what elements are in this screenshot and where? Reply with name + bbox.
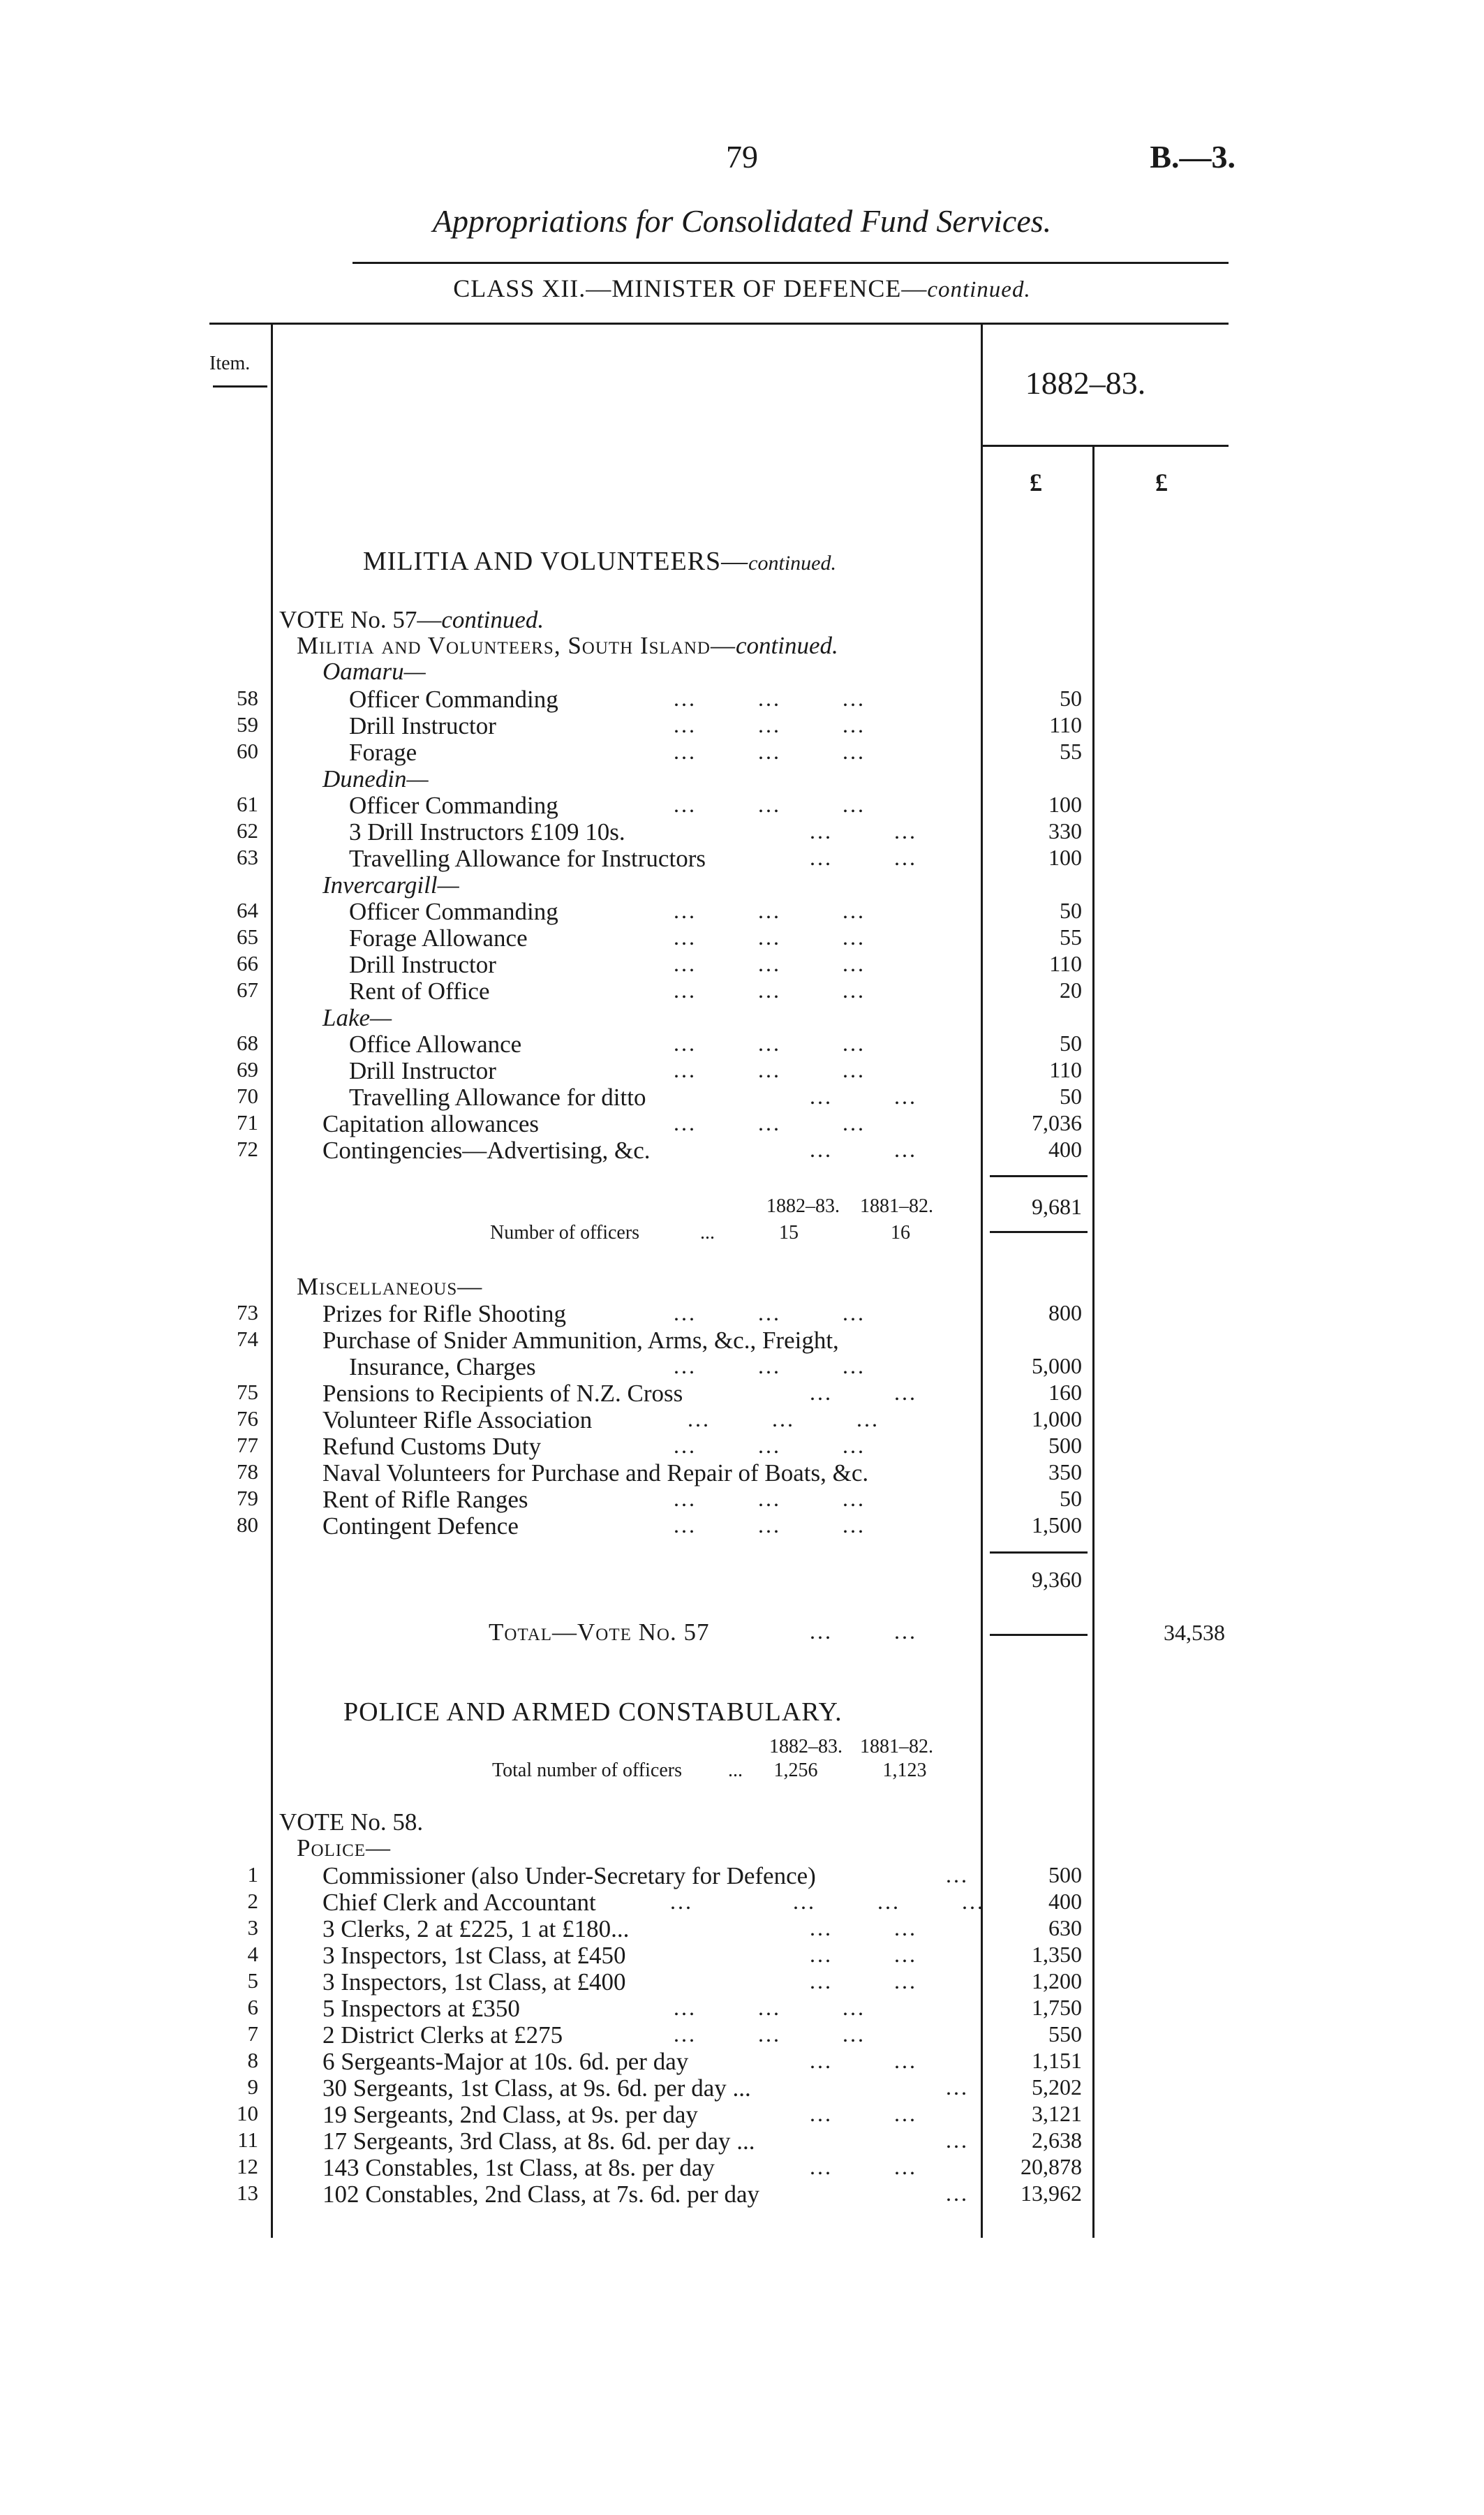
leader-dots: ... ... ... ... — [670, 1889, 985, 1914]
group-dunedin: Dunedin— — [322, 765, 429, 792]
leader-dots: ... ... ... — [674, 1433, 866, 1458]
leader-dots: ... ... — [810, 2101, 917, 2126]
row-amount: 110 — [1049, 1057, 1082, 1082]
row-label: Commissioner (also Under-Secretary for Defence) — [322, 1862, 816, 1889]
item-number: 8 — [247, 2048, 258, 2072]
class-heading — [0, 274, 1484, 303]
document-reference: B.—3. — [1150, 139, 1236, 175]
leader-dots: ... — [946, 1862, 969, 1887]
row-label: 3 Inspectors, 1st Class, at £400 — [322, 1968, 626, 1996]
miscellaneous-heading: Miscellaneous— — [297, 1273, 483, 1300]
item-number: 80 — [237, 1512, 258, 1537]
row-amount: 55 — [1060, 924, 1082, 950]
row-label: Forage — [349, 739, 417, 766]
row-amount: 1,200 — [1032, 1968, 1082, 1993]
leader-dots: ... ... — [810, 1968, 917, 1993]
row-label: Travelling Allowance for ditto — [349, 1084, 646, 1111]
item-number: 7 — [247, 2021, 258, 2046]
year-header-rule — [981, 445, 1229, 447]
leader-dots: ... ... — [810, 1618, 917, 1644]
item-number: 75 — [237, 1380, 258, 1404]
year-column-header: 1882–83. — [1025, 365, 1146, 401]
leader-dots: ... — [728, 1760, 743, 1781]
row-amount: 550 — [1048, 2021, 1082, 2046]
table-top-rule — [209, 323, 1229, 325]
row-label: Contingent Defence — [322, 1512, 519, 1540]
officers-year-a: 1882–83. — [766, 1195, 840, 1217]
leader-dots: ... ... ... — [674, 1995, 866, 2020]
militia-title-suffix: continued. — [748, 552, 836, 575]
leader-dots: ... ... ... — [674, 739, 866, 764]
row-amount: 100 — [1048, 845, 1082, 870]
item-number: 71 — [237, 1110, 258, 1135]
row-amount: 1,350 — [1032, 1942, 1082, 1967]
police-officers-label: Total number of officers — [492, 1760, 682, 1781]
item-number: 12 — [237, 2154, 258, 2178]
leader-dots: ... ... ... — [674, 2021, 866, 2046]
row-label: 3 Inspectors, 1st Class, at £450 — [322, 1942, 626, 1969]
officers-count-b: 16 — [891, 1222, 910, 1244]
leader-dots: ... ... ... — [688, 1406, 880, 1431]
leader-dots: ... ... ... — [674, 1300, 866, 1325]
item-number: 61 — [237, 792, 258, 816]
item-number: 72 — [237, 1137, 258, 1161]
item-number: 73 — [237, 1300, 258, 1325]
row-label: Drill Instructor — [349, 1057, 496, 1084]
leader-dots: ... ... — [810, 1942, 917, 1967]
leader-dots: ... ... ... — [674, 1031, 866, 1056]
item-number: 13 — [237, 2181, 258, 2205]
row-amount: 3,121 — [1032, 2101, 1082, 2126]
row-amount: 1,151 — [1032, 2048, 1082, 2073]
item-number: 60 — [237, 739, 258, 763]
police-heading: Police— — [297, 1834, 392, 1861]
police-section-title: POLICE AND ARMED CONSTABULARY. — [343, 1697, 843, 1727]
row-label: 30 Sergeants, 1st Class, at 9s. 6d. per day ... — [322, 2074, 751, 2102]
leader-dots: ... ... ... — [674, 1057, 866, 1082]
row-amount: 500 — [1048, 1862, 1082, 1887]
row-amount: 110 — [1049, 712, 1082, 737]
title-rule — [353, 262, 1229, 264]
row-amount: 50 — [1060, 898, 1082, 923]
militia-subhead-text: Militia and Volunteers, South Island— — [297, 632, 736, 659]
subtotal-rule — [990, 1634, 1088, 1636]
miscellaneous-subtotal: 9,360 — [1032, 1567, 1082, 1592]
police-officers-year-a: 1882–83. — [769, 1736, 843, 1757]
item-number: 77 — [237, 1433, 258, 1457]
item-number: 65 — [237, 924, 258, 949]
item-number: 74 — [237, 1327, 258, 1351]
row-amount: 13,962 — [1021, 2181, 1082, 2206]
row-label: Drill Instructor — [349, 712, 496, 739]
row-amount: 50 — [1060, 1031, 1082, 1056]
row-amount: 100 — [1048, 792, 1082, 817]
leader-dots: ... — [946, 2074, 969, 2100]
item-number: 5 — [247, 1968, 258, 1993]
row-amount: 330 — [1048, 818, 1082, 843]
pound-sign-2: £ — [1155, 469, 1168, 496]
row-amount: 630 — [1048, 1915, 1082, 1940]
police-officers-count-a: 1,256 — [773, 1760, 818, 1781]
row-label: 102 Constables, 2nd Class, at 7s. 6d. per day — [322, 2181, 760, 2208]
group-oamaru: Oamaru— — [322, 658, 426, 685]
total-column-rule — [1092, 447, 1095, 2238]
row-amount: 110 — [1049, 951, 1082, 976]
item-number: 1 — [247, 1862, 258, 1887]
row-amount: 50 — [1060, 1084, 1082, 1109]
item-number: 4 — [247, 1942, 258, 1966]
leader-dots: ... ... ... — [674, 686, 866, 711]
row-label: Chief Clerk and Accountant — [322, 1889, 596, 1916]
class-heading-suffix: continued. — [927, 277, 1031, 302]
item-number: 79 — [237, 1486, 258, 1510]
militia-section-title — [363, 546, 836, 577]
row-label: Office Allowance — [349, 1031, 522, 1058]
row-label: Forage Allowance — [349, 924, 528, 952]
row-label: 3 Clerks, 2 at £225, 1 at £180... — [322, 1915, 630, 1942]
police-officers-count-b: 1,123 — [882, 1760, 927, 1781]
row-label: Rent of Rifle Ranges — [322, 1486, 528, 1513]
row-label: Pensions to Recipients of N.Z. Cross — [322, 1380, 683, 1407]
leader-dots: ... ... ... — [674, 898, 866, 923]
item-number: 11 — [237, 2127, 258, 2152]
row-label: 19 Sergeants, 2nd Class, at 9s. per day — [322, 2101, 698, 2128]
row-label: Rent of Office — [349, 978, 490, 1005]
row-label: Refund Customs Duty — [322, 1433, 542, 1460]
leader-dots: ... ... ... — [674, 978, 866, 1003]
subtotal-rule — [990, 1551, 1088, 1554]
vote-57-heading — [279, 606, 544, 634]
officers-year-b: 1881–82. — [860, 1195, 933, 1217]
item-number: 64 — [237, 898, 258, 922]
row-amount: 20,878 — [1021, 2154, 1082, 2179]
row-label: Volunteer Rifle Association — [322, 1406, 593, 1433]
leader-dots: ... ... ... — [674, 712, 866, 737]
row-amount: 1,500 — [1032, 1512, 1082, 1537]
row-amount: 400 — [1048, 1137, 1082, 1162]
group-invercargill: Invercargill— — [322, 871, 459, 899]
row-amount: 50 — [1060, 686, 1082, 711]
row-amount: 1,000 — [1032, 1406, 1082, 1431]
item-number: 6 — [247, 1995, 258, 2019]
row-amount: 55 — [1060, 739, 1082, 764]
item-number: 58 — [237, 686, 258, 710]
row-label: Capitation allowances — [322, 1110, 540, 1137]
item-number: 67 — [237, 978, 258, 1002]
item-header-underline — [213, 385, 267, 388]
leader-dots: ... ... ... — [674, 1486, 866, 1511]
row-amount: 5,000 — [1032, 1353, 1082, 1378]
row-label: Purchase of Snider Ammunition, Arms, &c., Freight, — [322, 1327, 839, 1354]
item-number: 3 — [247, 1915, 258, 1940]
row-label: 6 Sergeants-Major at 10s. 6d. per day — [322, 2048, 689, 2075]
page-number: 79 — [726, 139, 758, 175]
row-label: Prizes for Rifle Shooting — [322, 1300, 566, 1327]
leader-dots: ... ... — [810, 1137, 917, 1162]
leader-dots: ... ... — [810, 1084, 917, 1109]
leader-dots: ... — [946, 2127, 969, 2153]
row-label: 3 Drill Instructors £109 10s. — [349, 818, 625, 846]
militia-subhead-suffix: continued. — [735, 632, 838, 659]
item-number: 76 — [237, 1406, 258, 1431]
item-number: 78 — [237, 1459, 258, 1484]
leader-dots: ... ... — [810, 1915, 917, 1940]
item-number: 10 — [237, 2101, 258, 2125]
row-label: Contingencies—Advertising, &c. — [322, 1137, 651, 1164]
row-amount: 160 — [1048, 1380, 1082, 1405]
total-vote-57-label: Total—Vote No. 57 — [489, 1618, 710, 1646]
row-amount: 50 — [1060, 1486, 1082, 1511]
row-amount: 20 — [1060, 978, 1082, 1003]
militia-title-text: MILITIA AND VOLUNTEERS— — [363, 547, 749, 576]
officers-label: Number of officers — [490, 1222, 640, 1244]
leader-dots: ... ... ... — [674, 951, 866, 976]
row-amount: 350 — [1048, 1459, 1082, 1484]
item-number: 9 — [247, 2074, 258, 2099]
leader-dots: ... ... — [810, 845, 917, 870]
row-label: 143 Constables, 1st Class, at 8s. per day — [322, 2154, 715, 2181]
leader-dots: ... — [946, 2181, 969, 2206]
row-amount: 7,036 — [1032, 1110, 1082, 1135]
row-label: Naval Volunteers for Purchase and Repair of Boats, &c. — [322, 1459, 869, 1487]
police-officers-year-b: 1881–82. — [860, 1736, 933, 1757]
leader-dots: ... ... — [810, 1380, 917, 1405]
row-label: Officer Commanding — [349, 792, 558, 819]
row-amount: 400 — [1048, 1889, 1082, 1914]
item-number: 70 — [237, 1084, 258, 1108]
militia-subtotal: 9,681 — [1032, 1194, 1082, 1219]
leader-dots: ... ... ... — [674, 1110, 866, 1135]
item-column-rule — [271, 325, 273, 2238]
row-label: 2 District Clerks at £275 — [322, 2021, 563, 2049]
item-number: 59 — [237, 712, 258, 737]
item-number: 68 — [237, 1031, 258, 1055]
row-label: 5 Inspectors at £350 — [322, 1995, 520, 2022]
leader-dots: ... ... ... — [674, 1512, 866, 1537]
subtotal-rule — [990, 1231, 1088, 1233]
item-number: 62 — [237, 818, 258, 843]
pound-sign-1: £ — [1030, 469, 1042, 496]
row-amount: 5,202 — [1032, 2074, 1082, 2100]
page-title: Appropriations for Consolidated Fund Services. — [432, 203, 1052, 239]
item-number: 63 — [237, 845, 258, 869]
row-amount: 800 — [1048, 1300, 1082, 1325]
total-vote-57-amount: 34,538 — [1164, 1620, 1225, 1645]
vote-57-suffix: continued. — [441, 606, 544, 633]
item-number: 2 — [247, 1889, 258, 1913]
leader-dots: ... ... — [810, 2154, 917, 2179]
row-amount: 1,750 — [1032, 1995, 1082, 2020]
leader-dots: ... ... — [810, 2048, 917, 2073]
row-label: 17 Sergeants, 3rd Class, at 8s. 6d. per day ... — [322, 2127, 755, 2155]
militia-subhead — [297, 632, 838, 660]
subtotal-rule — [990, 1175, 1088, 1177]
row-label-continued: Insurance, Charges — [349, 1353, 536, 1380]
row-label: Travelling Allowance for Instructors — [349, 845, 706, 872]
row-label: Officer Commanding — [349, 686, 558, 713]
officers-count-a: 15 — [779, 1222, 799, 1244]
leader-dots: ... ... — [810, 818, 917, 843]
class-heading-text: CLASS XII.—MINISTER OF DEFENCE— — [453, 274, 928, 302]
row-amount: 500 — [1048, 1433, 1082, 1458]
item-number: 66 — [237, 951, 258, 975]
vote-57-text: VOTE No. 57— — [279, 606, 442, 633]
leader-dots: ... — [700, 1222, 715, 1244]
item-number: 69 — [237, 1057, 258, 1082]
item-column-header: Item. — [209, 353, 251, 374]
leader-dots: ... ... ... — [674, 1353, 866, 1378]
leader-dots: ... ... ... — [674, 924, 866, 950]
row-label: Officer Commanding — [349, 898, 558, 925]
row-label: Drill Instructor — [349, 951, 496, 978]
row-amount: 2,638 — [1032, 2127, 1082, 2153]
group-lake: Lake— — [322, 1004, 392, 1031]
leader-dots: ... ... ... — [674, 792, 866, 817]
vote-58-heading: VOTE No. 58. — [279, 1808, 424, 1836]
